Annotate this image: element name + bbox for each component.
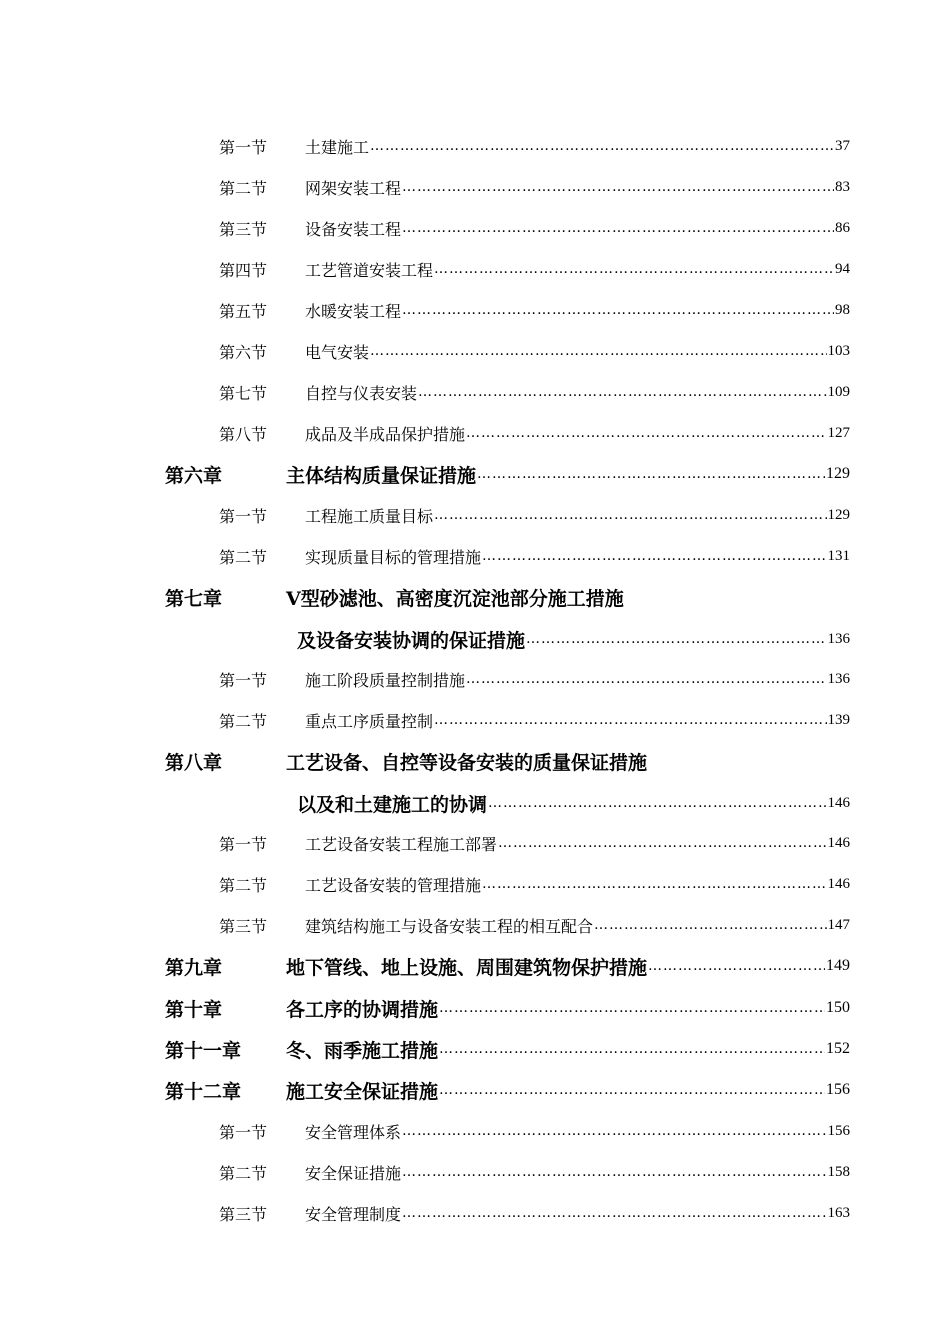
toc-page: 156 (826, 1081, 850, 1098)
toc-entry (219, 254, 850, 284)
toc-leader (648, 958, 825, 974)
toc-page: 158 (827, 1163, 850, 1180)
toc-label: 第十章 (165, 998, 223, 1021)
toc-page: 163 (827, 1204, 850, 1221)
toc-label: 第三节 (219, 1204, 268, 1224)
toc-title: V型砂滤池、高密度沉淀池部分施工措施 (286, 587, 624, 610)
toc-title: 工程施工质量目标 (305, 506, 434, 526)
toc-page: 109 (827, 383, 850, 400)
toc-entry (219, 418, 850, 448)
toc-label: 第二节 (219, 178, 268, 198)
toc-title: 工艺设备、自控等设备安装的质量保证措施 (286, 751, 648, 774)
toc-leader (477, 466, 825, 482)
toc-label: 第三节 (219, 219, 268, 239)
toc-title: 工艺管道安装工程 (305, 260, 434, 280)
toc-leader (402, 220, 834, 236)
toc-leader (434, 712, 826, 728)
toc-page: 136 (827, 670, 850, 687)
toc-label: 第一节 (219, 506, 268, 526)
toc-entry (219, 1157, 850, 1187)
toc-label: 第十二章 (165, 1080, 242, 1103)
toc-leader (402, 1205, 826, 1221)
toc-title: 安全管理制度 (305, 1204, 402, 1224)
toc-label: 第二节 (219, 547, 268, 567)
toc-leader (466, 425, 826, 441)
toc-label: 第四节 (219, 260, 268, 280)
toc-title: 重点工序质量控制 (305, 711, 434, 731)
toc-entry (219, 131, 850, 161)
toc-title: 以及和土建施工的协调 (297, 793, 488, 816)
toc-page: 150 (826, 999, 850, 1016)
toc-page: 146 (827, 875, 850, 892)
toc-title: 工艺设备安装工程施工部署 (305, 834, 498, 854)
toc-leader (488, 795, 826, 811)
toc-label: 第二节 (219, 1163, 268, 1183)
toc-leader (402, 179, 834, 195)
toc-leader (482, 876, 826, 892)
toc-leader (498, 835, 826, 851)
toc-page: 149 (826, 957, 850, 974)
toc-leader (402, 1164, 826, 1180)
toc-label: 第五节 (219, 301, 268, 321)
toc-leader (526, 631, 826, 647)
toc-leader (482, 548, 826, 564)
toc-chapter (165, 951, 850, 981)
toc-chapter (165, 582, 850, 612)
toc-title: 安全保证措施 (305, 1163, 402, 1183)
toc-label: 第八章 (165, 751, 223, 774)
toc-entry (219, 500, 850, 530)
toc-label: 第七节 (219, 383, 268, 403)
toc-leader (402, 302, 834, 318)
toc-title: 冬、雨季施工措施 (286, 1039, 439, 1062)
toc-entry (219, 377, 850, 407)
toc-page: 152 (826, 1040, 850, 1057)
toc-label: 第七章 (165, 587, 223, 610)
toc-page: 86 (835, 219, 850, 236)
toc-label: 第二节 (219, 875, 268, 895)
toc-page: 147 (827, 916, 850, 933)
toc-leader (594, 917, 826, 933)
toc-page: 83 (835, 178, 850, 195)
toc-title: 施工阶段质量控制措施 (305, 670, 466, 690)
toc-leader (418, 384, 826, 400)
toc-title: 主体结构质量保证措施 (286, 464, 477, 487)
toc-title: 各工序的协调措施 (286, 998, 439, 1021)
toc-leader (466, 671, 826, 687)
toc-title: 工艺设备安装的管理措施 (305, 875, 482, 895)
toc-title: 安全管理体系 (305, 1122, 402, 1142)
toc-entry (219, 172, 850, 202)
toc-title: 成品及半成品保护措施 (305, 424, 466, 444)
toc-chapter (165, 746, 850, 776)
toc-label: 第九章 (165, 956, 223, 979)
toc-entry (219, 1198, 850, 1228)
toc-label: 第一节 (219, 1122, 268, 1142)
toc-entry (219, 869, 850, 899)
toc-label: 第二节 (219, 711, 268, 731)
toc-page: 127 (827, 424, 850, 441)
toc-title: 水暖安装工程 (305, 301, 402, 321)
toc-title: 实现质量目标的管理措施 (305, 547, 482, 567)
toc-title: 建筑结构施工与设备安装工程的相互配合 (305, 916, 594, 936)
toc-page: 146 (827, 834, 850, 851)
toc-page: 98 (835, 301, 850, 318)
toc-label: 第一节 (219, 834, 268, 854)
toc-entry (219, 828, 850, 858)
toc-entry (219, 705, 850, 735)
toc-entry (219, 1116, 850, 1146)
toc-chapter (165, 459, 850, 489)
toc-entry (219, 664, 850, 694)
toc-page: 139 (827, 711, 850, 728)
toc-label: 第三节 (219, 916, 268, 936)
toc-page: 131 (827, 547, 850, 564)
toc-label: 第一节 (219, 137, 268, 157)
toc-page: 136 (827, 630, 850, 647)
toc-label: 第六章 (165, 464, 223, 487)
toc-leader (439, 1082, 825, 1098)
toc-label: 第一节 (219, 670, 268, 690)
toc-entry (219, 213, 850, 243)
toc-leader (439, 1041, 825, 1057)
toc-chapter (165, 1034, 850, 1064)
toc-leader (439, 1000, 825, 1016)
toc-leader (434, 507, 826, 523)
toc-leader (402, 1123, 826, 1139)
toc-chapter (165, 1075, 850, 1105)
toc-label: 第六节 (219, 342, 268, 362)
toc-chapter-continuation (297, 788, 850, 818)
toc-entry (219, 541, 850, 571)
toc-title: 施工安全保证措施 (286, 1080, 439, 1103)
toc-title: 地下管线、地上设施、周围建筑物保护措施 (286, 956, 648, 979)
toc-label: 第十一章 (165, 1039, 242, 1062)
toc-page: 129 (826, 465, 850, 482)
toc-page: 94 (835, 260, 850, 277)
toc-leader (434, 261, 834, 277)
toc-title: 网架安装工程 (305, 178, 402, 198)
toc-entry (219, 910, 850, 940)
toc-chapter (165, 993, 850, 1023)
toc-page: 156 (827, 1122, 850, 1139)
toc-entry (219, 295, 850, 325)
toc-leader (370, 138, 834, 154)
toc-entry (219, 336, 850, 366)
toc-page: 103 (827, 342, 850, 359)
toc-page: 129 (827, 506, 850, 523)
toc-label: 第八节 (219, 424, 268, 444)
toc-title: 自控与仪表安装 (305, 383, 418, 403)
toc-chapter-continuation (297, 624, 850, 654)
toc-page: 37 (835, 137, 850, 154)
toc-page: 146 (827, 794, 850, 811)
toc-title: 及设备安装协调的保证措施 (297, 629, 526, 652)
toc-title: 电气安装 (305, 342, 370, 362)
toc-title: 土建施工 (305, 137, 370, 157)
toc-title: 设备安装工程 (305, 219, 402, 239)
toc-leader (370, 343, 826, 359)
